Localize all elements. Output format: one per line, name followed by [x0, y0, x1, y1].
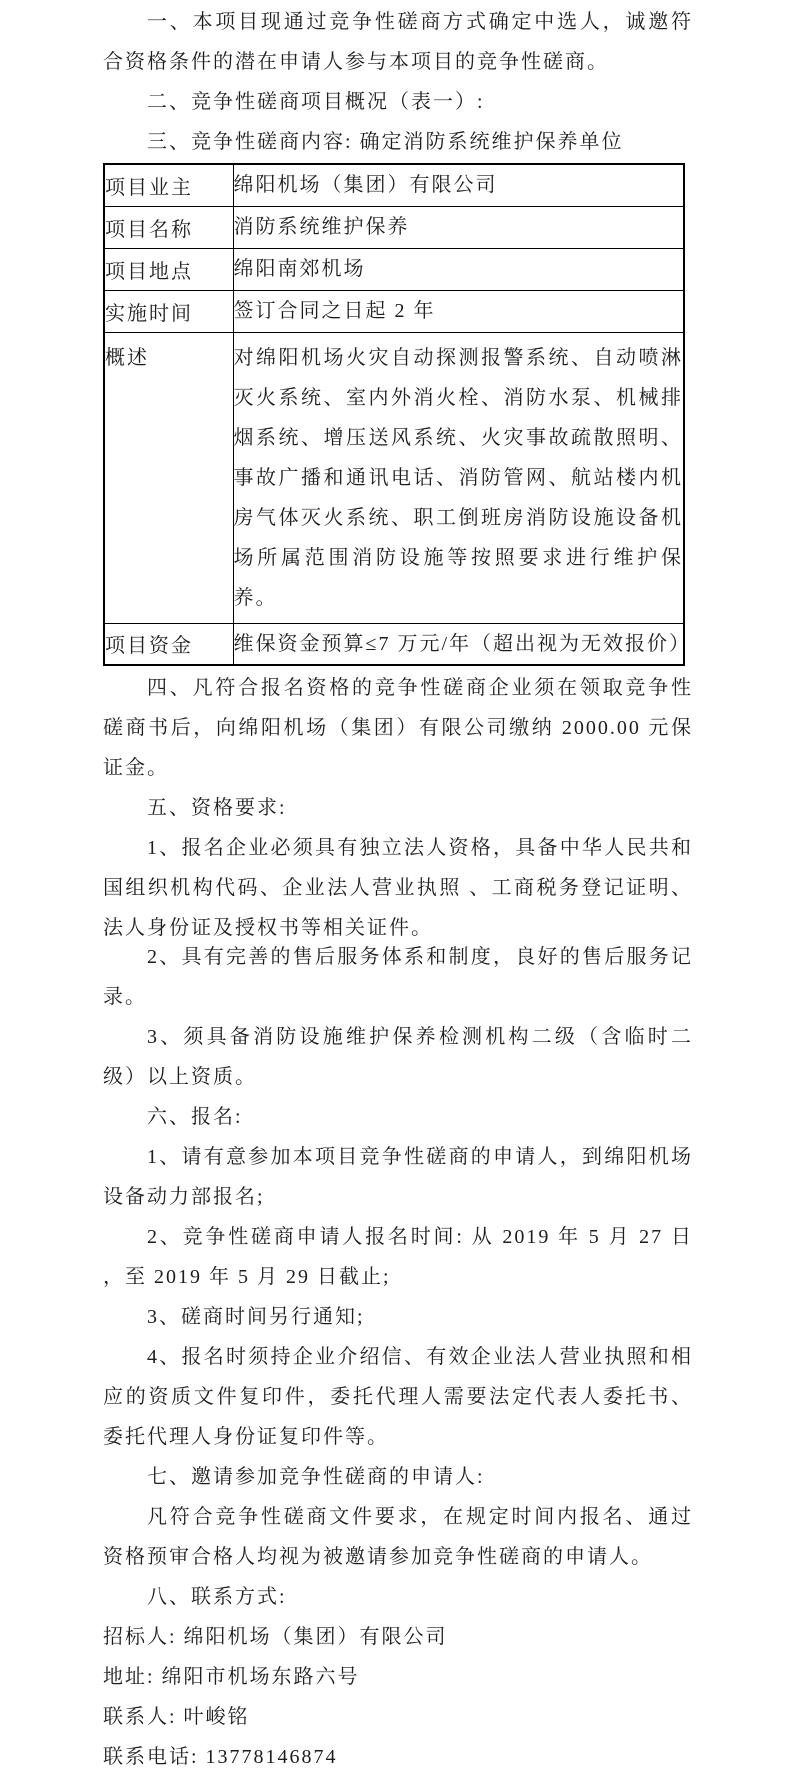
table-row-owner	[104, 164, 684, 206]
row-label: 实施时间	[104, 290, 233, 332]
project-overview-table	[103, 163, 692, 666]
qualification-item-3: 3、须具备消防设施维护保养检测机构二级（含临时二级）以上资质。	[103, 1026, 693, 1088]
heading-contact: 八、联系方式:	[147, 1586, 287, 1608]
qualification-item-1: 1、报名企业必须具有独立法人资格，具备中华人民共和国组织机构代码、企业法人营业执照 、工商税务登记证明、法人身份证及授权书等相关证件。	[103, 837, 693, 939]
row-label: 项目业主	[104, 164, 233, 206]
row-label: 项目名称	[104, 206, 233, 248]
contact-bidder: 招标人: 绵阳机场（集团）有限公司	[103, 1626, 448, 1648]
contact-person: 联系人: 叶峻铭	[103, 1706, 250, 1728]
qualification-item-2: 2、具有完善的售后服务体系和制度，良好的售后服务记录。	[103, 946, 693, 1008]
table-row-duration	[104, 290, 684, 332]
table-row-project-name	[104, 206, 684, 248]
intro-paragraph-2-table-ref: 二、竞争性磋商项目概况（表一）:	[147, 91, 485, 113]
heading-registration: 六、报名:	[147, 1106, 243, 1128]
contact-block	[103, 1617, 693, 1777]
row-label: 项目地点	[104, 248, 233, 290]
deposit-paragraph: 四、凡符合报名资格的竞争性磋商企业须在领取竞争性磋商书后，向绵阳机场（集团）有限公司缴纳 2000.00 元保证金。	[103, 677, 693, 779]
intro-paragraph-3-content: 三、竞争性磋商内容: 确定消防系统维护保养单位	[147, 131, 624, 153]
table-row-summary	[104, 332, 684, 623]
table-row-location	[104, 248, 684, 290]
row-label: 概述	[104, 332, 233, 623]
contact-phone: 联系电话: 13778146874	[103, 1746, 338, 1768]
heading-qualifications: 五、资格要求:	[147, 797, 287, 819]
row-value: 维保资金预算≤7 万元/年（超出视为无效报价）	[233, 623, 684, 665]
row-value: 签订合同之日起 2 年	[233, 290, 684, 332]
registration-item-1: 1、请有意参加本项目竞争性磋商的申请人，到绵阳机场设备动力部报名;	[103, 1146, 693, 1208]
row-value: 绵阳南郊机场	[233, 248, 684, 290]
invitation-paragraph: 凡符合竞争性磋商文件要求，在规定时间内报名、通过资格预审合格人均视为被邀请参加竞争性磋商的申请人。	[103, 1506, 693, 1568]
registration-item-4: 4、报名时须持企业介绍信、有效企业法人营业执照和相应的资质文件复印件，委托代理人需要法定代表人委托书、委托代理人身份证复印件等。	[103, 1346, 693, 1448]
row-value: 消防系统维护保养	[233, 206, 684, 248]
registration-item-2: 2、竞争性磋商申请人报名时间: 从 2019 年 5 月 27 日 ，至 2019 年 5 月 29 日截止;	[103, 1226, 693, 1288]
registration-item-3: 3、磋商时间另行通知;	[147, 1306, 365, 1328]
table-row-budget	[104, 623, 684, 665]
contact-address: 地址: 绵阳市机场东路六号	[103, 1666, 360, 1688]
row-value: 对绵阳机场火灾自动探测报警系统、自动喷淋灭火系统、室内外消火栓、消防水泵、机械排烟系统、增压送风系统、火灾事故疏散照明、事故广播和通讯电话、消防管网、航站楼内机房气体灭火系统、职工倒班房消防设施设备机场所属范围消防设施等按照要求进行维护保养。	[233, 332, 684, 623]
heading-invitation: 七、邀请参加竞争性磋商的申请人:	[147, 1466, 485, 1488]
intro-paragraph-1: 一、本项目现通过竞争性磋商方式确定中选人，诚邀符合资格条件的潜在申请人参与本项目的竞争性磋商。	[103, 11, 693, 73]
row-label: 项目资金	[104, 623, 233, 665]
row-value: 绵阳机场（集团）有限公司	[233, 164, 684, 206]
